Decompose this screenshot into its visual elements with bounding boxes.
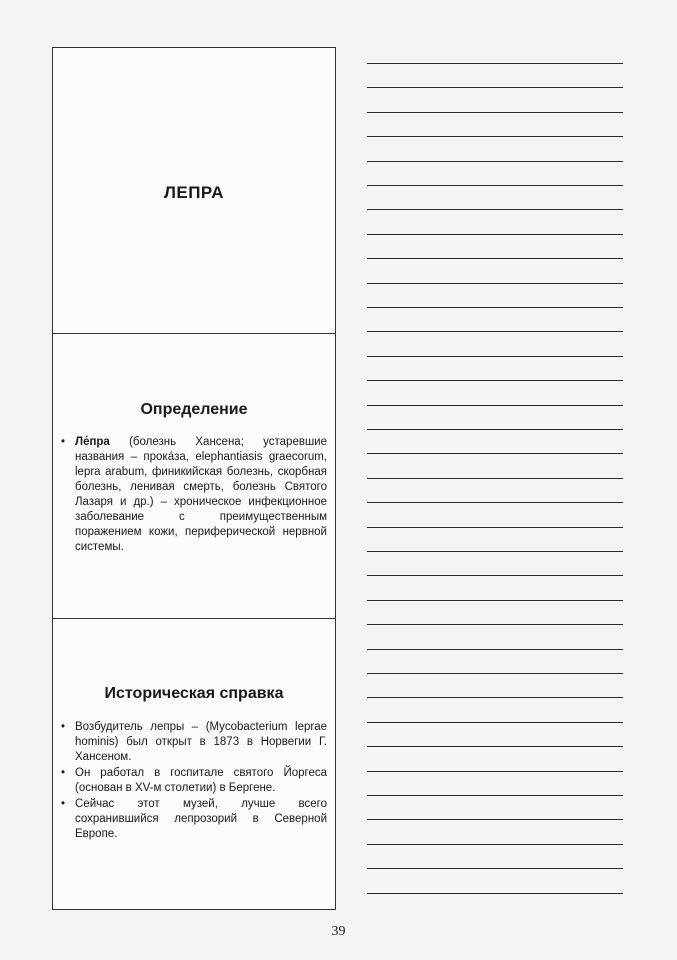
history-bullet-text: Он работал в госпитале святого Йоргеса (основан в XV-м столетии) в Бергене. — [75, 767, 327, 794]
note-line — [367, 893, 623, 894]
definition-heading: Определение — [140, 401, 248, 418]
note-line — [367, 746, 623, 747]
bullet-icon: • — [61, 436, 66, 448]
note-line — [367, 112, 623, 113]
note-line — [367, 600, 623, 601]
note-line — [367, 185, 623, 186]
definition-text: (болезнь Хансена; устаревшие названия – прока́за, elephantiasis graecorum, lepra arabum, финикийская болезнь, скорбная болезнь, ленивая смерть, болезнь Святого Лазаря и др.) – хроническое инфекционное заболевание с преимущественным поражением кожи, периферической нервной системы. — [75, 436, 327, 553]
slide-title: ЛЕПРА — [163, 183, 225, 202]
note-line — [367, 819, 623, 820]
bullet-icon: • — [61, 767, 66, 779]
note-line — [367, 502, 623, 503]
note-line — [367, 673, 623, 674]
definition-bullet-list — [61, 435, 327, 556]
definition-slide — [53, 334, 335, 619]
page-number: 39 — [331, 924, 346, 939]
note-line — [367, 795, 623, 796]
note-line — [367, 380, 623, 381]
note-line — [367, 624, 623, 625]
note-line — [367, 868, 623, 869]
note-line — [367, 307, 623, 308]
note-line — [367, 429, 623, 430]
bullet-icon: • — [61, 721, 66, 733]
note-line — [367, 258, 623, 259]
note-line — [367, 405, 623, 406]
note-line — [367, 478, 623, 479]
note-line — [367, 649, 623, 650]
note-line — [367, 331, 623, 332]
note-line — [367, 697, 623, 698]
note-line — [367, 234, 623, 235]
list-item — [61, 766, 327, 796]
note-line — [367, 844, 623, 845]
list-item — [61, 435, 327, 555]
note-line — [367, 527, 623, 528]
note-line — [367, 575, 623, 576]
slide-column — [52, 47, 336, 910]
note-line — [367, 136, 623, 137]
note-line — [367, 161, 623, 162]
history-bullet-text: Возбудитель лепры – (Mycobacterium leprae hominis) был открыт в 1873 в Норвегии Г. Хансеном. — [75, 721, 327, 763]
history-bullet-text: Сейчас этот музей, лучше всего сохранившийся лепрозорий в Северной Европе. — [75, 798, 327, 840]
note-line — [367, 283, 623, 284]
history-slide — [53, 619, 335, 909]
note-line — [367, 87, 623, 88]
note-line — [367, 771, 623, 772]
note-lines-area — [367, 42, 623, 912]
note-line — [367, 551, 623, 552]
definition-term: Ле́пра — [75, 436, 110, 448]
note-line — [367, 63, 623, 64]
title-slide — [53, 48, 335, 334]
list-item — [61, 720, 327, 765]
list-item — [61, 797, 327, 842]
note-line — [367, 722, 623, 723]
history-bullet-list — [61, 720, 327, 843]
history-heading: Историческая справка — [104, 685, 284, 702]
note-line — [367, 453, 623, 454]
note-line — [367, 209, 623, 210]
bullet-icon: • — [61, 798, 66, 810]
note-line — [367, 356, 623, 357]
